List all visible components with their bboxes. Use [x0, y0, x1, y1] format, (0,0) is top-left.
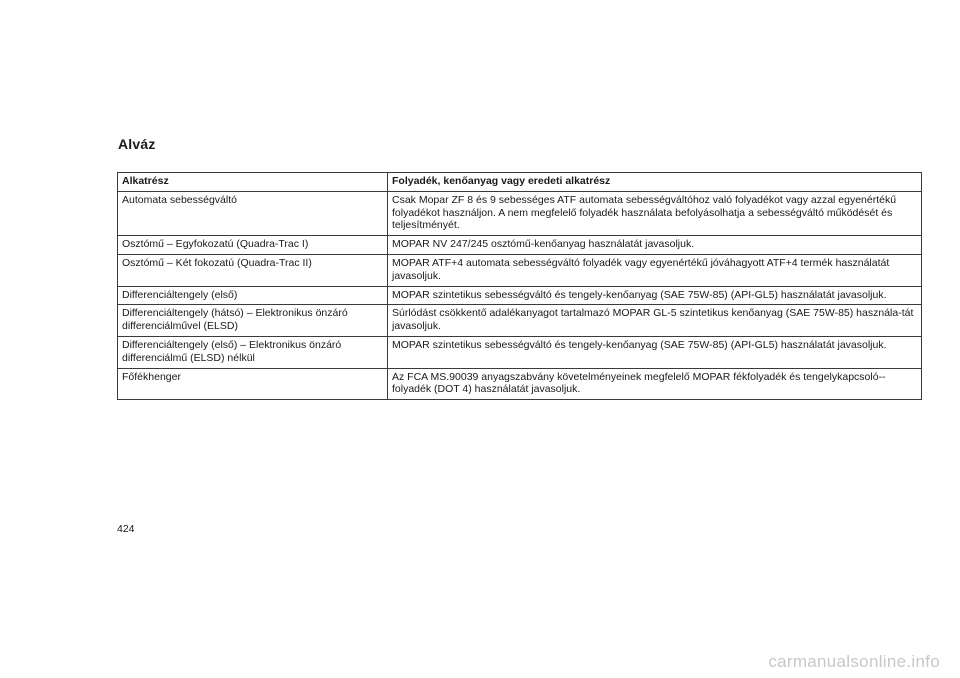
table-header-row: [118, 173, 922, 192]
page-number: 424: [117, 523, 135, 535]
lubricant-table: [117, 172, 922, 400]
table-row: [118, 336, 922, 368]
section-title: Alváz: [118, 136, 156, 152]
part-cell: Differenciáltengely (első): [118, 286, 388, 305]
table-row: [118, 254, 922, 286]
part-cell: Osztómű – Két fokozatú (Quadra-Trac II): [118, 254, 388, 286]
part-cell: Differenciáltengely (hátsó) – Elektronikus önzáró differenciálművel (ELSD): [118, 305, 388, 337]
spec-cell: MOPAR szintetikus sebességváltó és tengely-kenőanyag (SAE 75W-85) (API-GL5) használatát javasoljuk.: [388, 336, 922, 368]
part-cell: Osztómű – Egyfokozatú (Quadra-Trac I): [118, 236, 388, 255]
table-row: [118, 305, 922, 337]
spec-cell: MOPAR NV 247/245 osztómű-kenőanyag használatát javasoljuk.: [388, 236, 922, 255]
spec-cell: Csak Mopar ZF 8 és 9 sebességes ATF automata sebességváltóhoz való folyadékot vagy azzal egyenértékű folyadékot használjon. A nem megfelelő folyadék használata befolyásolhatja a sebességváltó működését és teljesítményét.: [388, 191, 922, 235]
table-row: [118, 191, 922, 235]
watermark: carmanualsonline.info: [768, 652, 940, 671]
spec-cell: Súrlódást csökkentő adalékanyagot tartalmazó MOPAR GL-5 szintetikus kenőanyag (SAE 75W-85) használa-tát javasoljuk.: [388, 305, 922, 337]
table-row: [118, 286, 922, 305]
part-cell: Főfékhenger: [118, 368, 388, 400]
part-cell: Automata sebességváltó: [118, 191, 388, 235]
spec-cell: MOPAR ATF+4 automata sebességváltó folyadék vagy egyenértékű jóváhagyott ATF+4 termék használatát javasoljuk.: [388, 254, 922, 286]
part-cell: Differenciáltengely (első) – Elektronikus önzáró differenciálmű (ELSD) nélkül: [118, 336, 388, 368]
column-header-spec: Folyadék, kenőanyag vagy eredeti alkatrész: [388, 173, 922, 192]
column-header-part: Alkatrész: [118, 173, 388, 192]
spec-cell: MOPAR szintetikus sebességváltó és tengely-kenőanyag (SAE 75W-85) (API-GL5) használatát javasoljuk.: [388, 286, 922, 305]
spec-cell: Az FCA MS.90039 anyagszabvány követelményeinek megfelelő MOPAR fékfolyadék és tengelykapcsoló--folyadék (DOT 4) használatát javasoljuk.: [388, 368, 922, 400]
table-row: [118, 236, 922, 255]
table-row: [118, 368, 922, 400]
